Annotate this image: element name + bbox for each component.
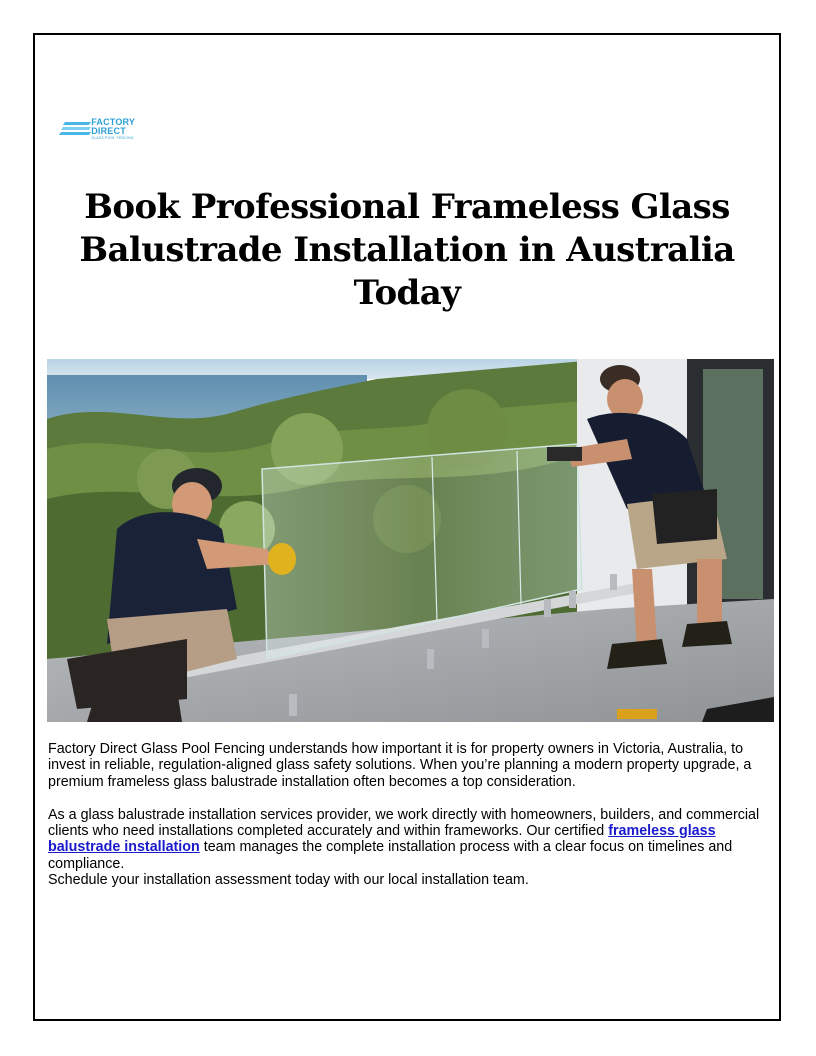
logo-name: FACTORY DIRECT — [91, 116, 135, 136]
hero-photo — [47, 359, 774, 722]
frameless-installation-link[interactable]: frameless glass balustrade installation — [48, 823, 716, 856]
logo-glass-icon — [58, 119, 90, 139]
paragraph-services-text-end: team manages the complete installation process with a clear focus on timelines and compliance. — [48, 839, 733, 872]
body-text — [48, 741, 760, 889]
company-logo[interactable] — [58, 118, 168, 140]
paragraph-services — [48, 807, 760, 873]
paragraph-intro: Factory Direct Glass Pool Fencing understands how important it is for property owners in Victoria, Australia, to invest in reliable, regulation-aligned glass safety solutions. When you’re planning a modern property upgrade, a premium frameless glass balustrade installation often becomes a top consideration. — [48, 741, 752, 790]
paragraph-services-text-start: As a glass balustrade installation services provider, we work directly with homeowners, builders, and commercial clients who need installations completed accurately and within frameworks. Our certified — [48, 806, 760, 840]
paragraph-call-to-action: Schedule your installation assessment today with our local installation team. — [48, 872, 529, 889]
page-title: Book Professional Frameless Glass Balustrade Installation in Australia Today — [79, 187, 735, 313]
logo-tagline: GLASS POOL FENCING — [91, 135, 134, 140]
